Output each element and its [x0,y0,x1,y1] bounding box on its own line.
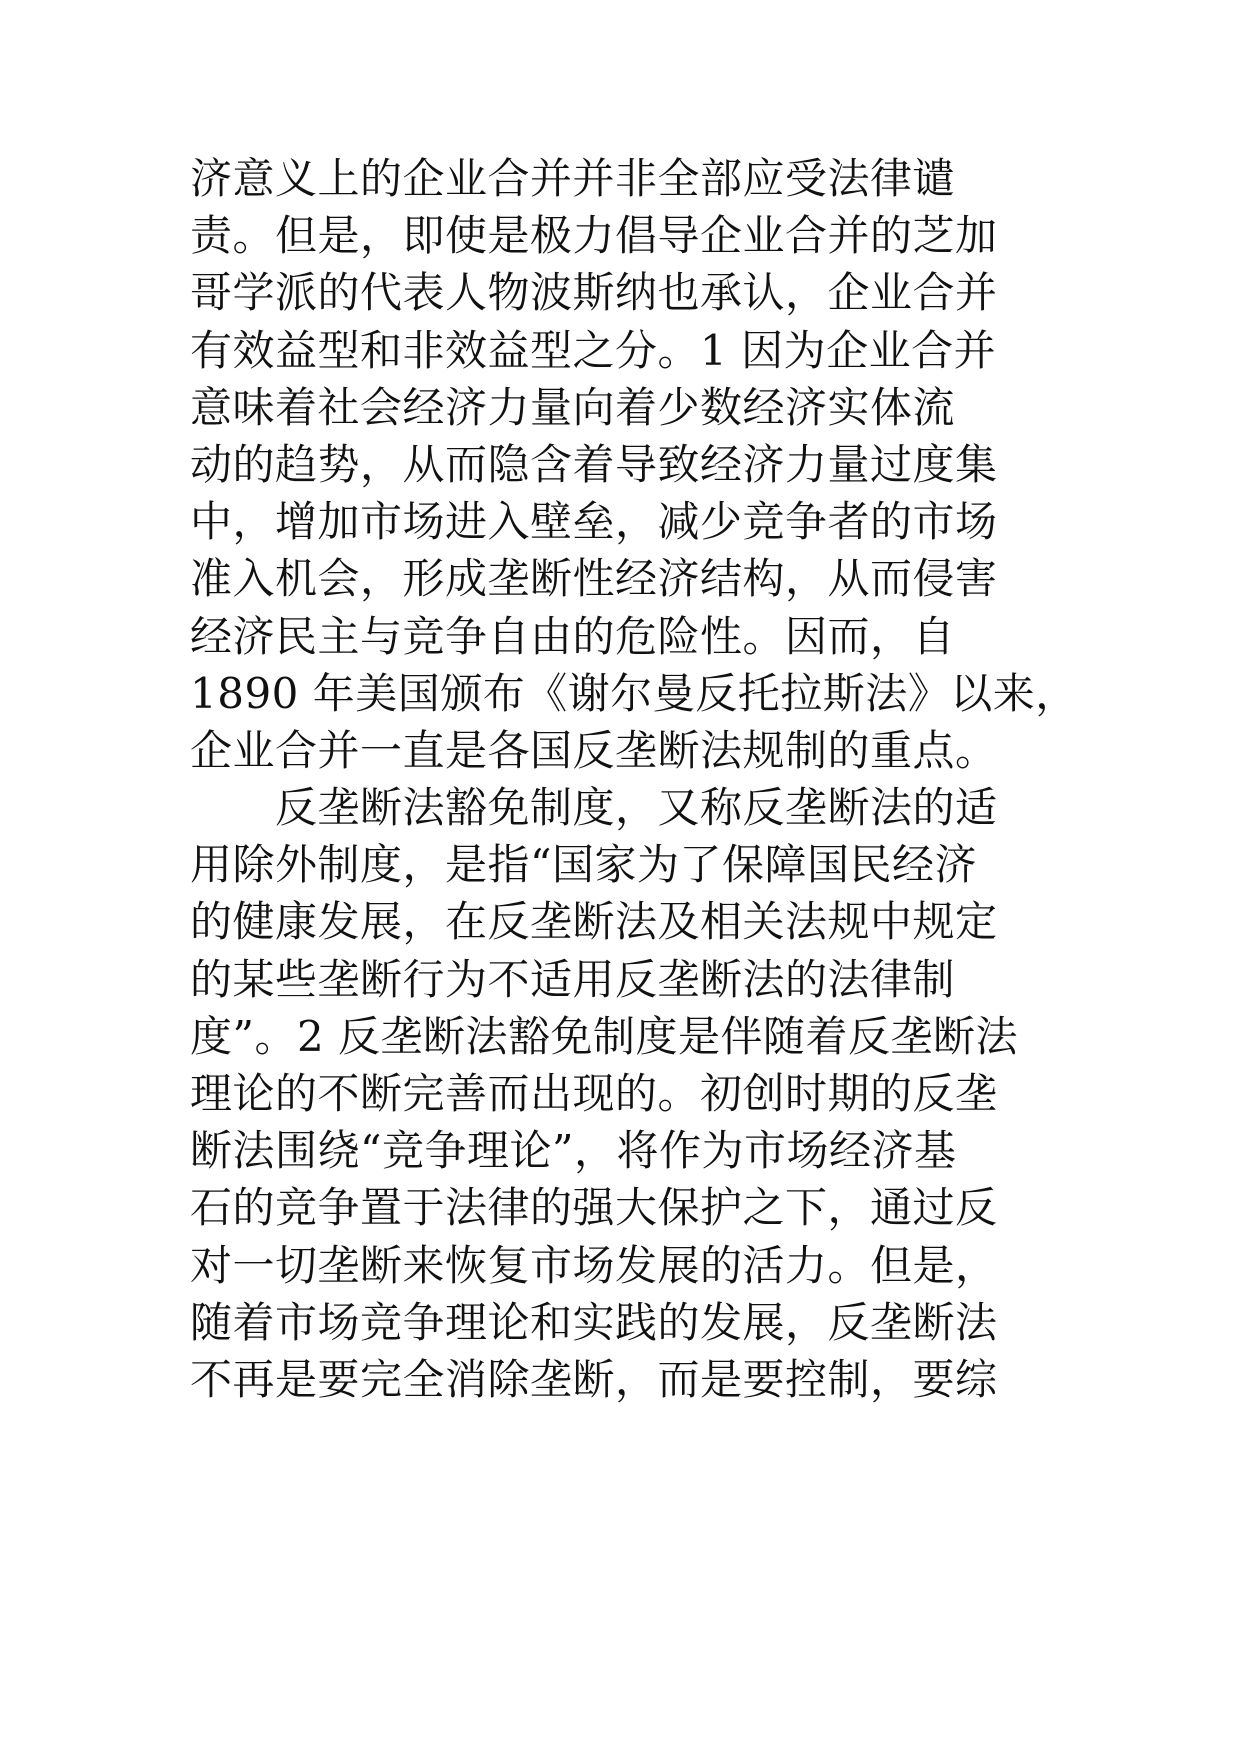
text-line: 度”。2 反垄断法豁免制度是伴随着反垄断法 [190,1011,1019,1061]
text-line: 反垄断法豁免制度，又称反垄断法的适 [190,783,998,833]
text-line: 的某些垄断行为不适用反垄断法的法律制 [190,954,956,1004]
text-line: 1890 年美国颁布《谢尔曼反托拉斯法》以来， [190,668,1078,718]
text-line: 用除外制度，是指“国家为了保障国民经济 [190,840,977,890]
text-line: 理论的不断完善而出现的。初创时期的反垄 [190,1069,998,1118]
text-line: 意味着社会经济力量向着少数经济实体流 [190,382,956,432]
text-line: 不再是要完全消除垄断，而是要控制，要综 [190,1354,998,1404]
text-line: 有效益型和非效益型之分。1 因为企业合并 [190,325,997,375]
text-line: 中，增加市场进入壁垒，减少竞争者的市场 [190,497,998,547]
text-line: 经济民主与竞争自由的危险性。因而，自 [190,611,956,661]
text-line: 责。但是，即使是极力倡导企业合并的芝加 [190,211,998,261]
body-text [190,150,1078,1408]
text-line: 随着市场竞争理论和实践的发展，反垄断法 [190,1297,998,1347]
text-line: 济意义上的企业合并并非全部应受法律谴 [190,154,956,203]
text-line: 的健康发展，在反垄断法及相关法规中规定 [190,897,998,947]
text-line: 企业合并一直是各国反垄断法规制的重点。 [190,725,998,775]
text-line: 动的趋势，从而隐含着导致经济力量过度集 [190,439,998,489]
text-line: 对一切垄断来恢复市场发展的活力。但是， [190,1240,998,1290]
text-line: 断法围绕“竞争理论”，将作为市场经济基 [190,1126,957,1176]
text-line: 石的竞争置于法律的强大保护之下，通过反 [190,1183,998,1233]
text-line: 哥学派的代表人物波斯纳也承认，企业合并 [190,268,998,318]
text-line: 准入机会，形成垄断性经济结构，从而侵害 [190,554,998,604]
